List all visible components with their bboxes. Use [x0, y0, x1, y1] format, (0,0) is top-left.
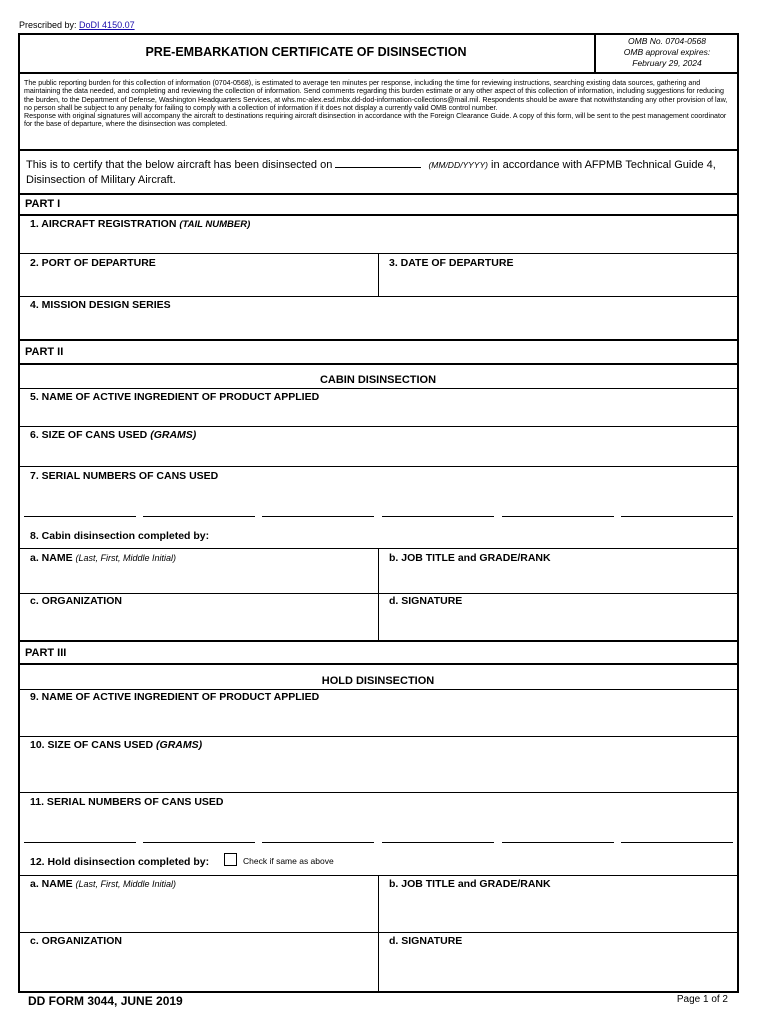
rule: [378, 253, 379, 297]
hold-active-ingredient-label[interactable]: 9. NAME OF ACTIVE INGREDIENT OF PRODUCT APPLIED: [30, 691, 320, 703]
prescribed-label: Prescribed by:: [19, 20, 77, 30]
port-of-departure-label[interactable]: 2. PORT OF DEPARTURE: [30, 257, 156, 269]
cabin-organization-label[interactable]: c. ORGANIZATION: [30, 595, 122, 607]
rule: [18, 689, 738, 690]
disinsection-date-field[interactable]: [335, 157, 421, 168]
certify-text-post: in accordance with AFPMB Technical Guide 4,: [491, 159, 716, 171]
rule: [18, 663, 738, 665]
burden-notice: [24, 79, 734, 129]
same-as-above-checkbox[interactable]: [224, 853, 237, 866]
hold-disinsection-heading: HOLD DISINSECTION: [321, 675, 435, 687]
serial-line[interactable]: [24, 516, 136, 517]
rule: [18, 640, 738, 642]
cabin-can-size-field[interactable]: [30, 429, 196, 441]
cabin-job-title-label[interactable]: b. JOB TITLE and GRADE/RANK: [389, 552, 551, 564]
part-1-title: PART I: [25, 198, 61, 210]
serial-line[interactable]: [143, 842, 255, 843]
rule: [18, 736, 738, 737]
omb-box: [596, 36, 738, 69]
part-3-title: PART III: [25, 647, 67, 659]
serial-line[interactable]: [382, 516, 494, 517]
page-number: Page 1 of 2: [676, 994, 728, 1005]
rule: [18, 339, 738, 341]
hold-can-size-field[interactable]: [30, 739, 202, 751]
rule: [18, 72, 738, 74]
hold-name-field[interactable]: [30, 878, 176, 890]
hold-serial-numbers-label[interactable]: 11. SERIAL NUMBERS OF CANS USED: [30, 796, 224, 808]
name-format-note: (Last, First, Middle Initial): [75, 879, 177, 889]
grams-note: (GRAMS): [150, 429, 197, 441]
cabin-can-size-label: 6. SIZE OF CANS USED: [30, 429, 148, 441]
certify-text-pre: This is to certify that the below aircraft has been disinsected on: [26, 159, 333, 171]
burden-paragraph-2: Response with original signatures will accompany the aircraft to destinations requiring aircraft disinsection in accordance with the Foreign Clearance Guide. A copy of this form, will be sent to the pest management coordinator for the base of departure, where the disinsection was completed.: [24, 112, 727, 129]
tail-number-note: (TAIL NUMBER): [179, 219, 251, 230]
rule: [18, 193, 738, 195]
burden-paragraph-1: The public reporting burden for this collection of information (0704-0568), is estimated to average ten minutes per response, including the time for reviewing instructions, searching existing data sources, gathering and maintaining the data needed, and completing and reviewing the collection of information. Send comments regarding this burden estimate or any other aspect of this collection of information, including suggestions for reducing the burden, to the Department of Defense, Washington Headquarters Services, at whs.mc-alex.esd.mbx.dd-dod-information-collections@mail.mil. Respondents should be aware that notwithstanding any other provision of law, no person shall be subject to any penalty for failing to comply with a collection of information if it does not display a currently valid OMB control number.: [24, 79, 728, 112]
rule: [18, 388, 738, 389]
serial-line[interactable]: [502, 516, 614, 517]
hold-can-size-label: 10. SIZE OF CANS USED: [30, 739, 154, 751]
prescribed-by: [19, 20, 135, 30]
rule: [18, 214, 738, 216]
serial-line[interactable]: [143, 516, 255, 517]
mission-design-series-label[interactable]: 4. MISSION DESIGN SERIES: [30, 299, 171, 311]
rule: [18, 296, 738, 297]
omb-expires-date: February 29, 2024: [632, 58, 702, 68]
hold-name-label: a. NAME: [30, 878, 73, 890]
certify-text-line2: Disinsection of Military Aircraft.: [26, 174, 176, 186]
serial-line[interactable]: [502, 842, 614, 843]
cabin-active-ingredient-label[interactable]: 5. NAME OF ACTIVE INGREDIENT OF PRODUCT APPLIED: [30, 391, 320, 403]
dodi-link[interactable]: DoDI 4150.07: [79, 20, 135, 30]
date-format-hint: (MM/DD/YYYY): [428, 160, 488, 170]
cabin-completed-by-label: 8. Cabin disinsection completed by:: [30, 530, 210, 542]
cabin-serial-numbers-label[interactable]: 7. SERIAL NUMBERS OF CANS USED: [30, 470, 219, 482]
part-2-title: PART II: [25, 346, 64, 358]
omb-expires-label: OMB approval expires:: [623, 47, 711, 57]
hold-signature-label[interactable]: d. SIGNATURE: [389, 935, 463, 947]
rule: [18, 426, 738, 427]
rule: [18, 363, 738, 365]
serial-line[interactable]: [262, 842, 374, 843]
cabin-disinsection-heading: CABIN DISINSECTION: [319, 374, 437, 386]
form-number: DD FORM 3044, JUNE 2019: [28, 994, 183, 1008]
rule: [18, 466, 738, 467]
certify-statement: [26, 157, 716, 188]
same-as-above-label: Check if same as above: [243, 856, 334, 866]
serial-line[interactable]: [262, 516, 374, 517]
aircraft-registration-label: 1. AIRCRAFT REGISTRATION: [30, 218, 177, 230]
omb-number: OMB No. 0704-0568: [628, 36, 706, 46]
rule: [378, 875, 379, 992]
form-title: PRE-EMBARKATION CERTIFICATE OF DISINSECTION: [145, 45, 467, 59]
name-format-note: (Last, First, Middle Initial): [75, 553, 177, 563]
serial-line[interactable]: [24, 842, 136, 843]
serial-line[interactable]: [382, 842, 494, 843]
rule: [18, 593, 738, 594]
hold-completed-by-label: 12. Hold disinsection completed by:: [30, 856, 210, 868]
serial-line[interactable]: [621, 842, 733, 843]
grams-note: (GRAMS): [156, 739, 203, 751]
hold-job-title-label[interactable]: b. JOB TITLE and GRADE/RANK: [389, 878, 551, 890]
serial-line[interactable]: [621, 516, 733, 517]
cabin-name-field[interactable]: [30, 552, 176, 564]
rule: [18, 792, 738, 793]
rule: [18, 932, 738, 933]
cabin-signature-label[interactable]: d. SIGNATURE: [389, 595, 463, 607]
rule: [378, 548, 379, 640]
rule: [18, 149, 738, 151]
cabin-name-label: a. NAME: [30, 552, 73, 564]
date-of-departure-label[interactable]: 3. DATE OF DEPARTURE: [389, 257, 514, 269]
hold-organization-label[interactable]: c. ORGANIZATION: [30, 935, 122, 947]
aircraft-registration-field[interactable]: [30, 218, 250, 230]
